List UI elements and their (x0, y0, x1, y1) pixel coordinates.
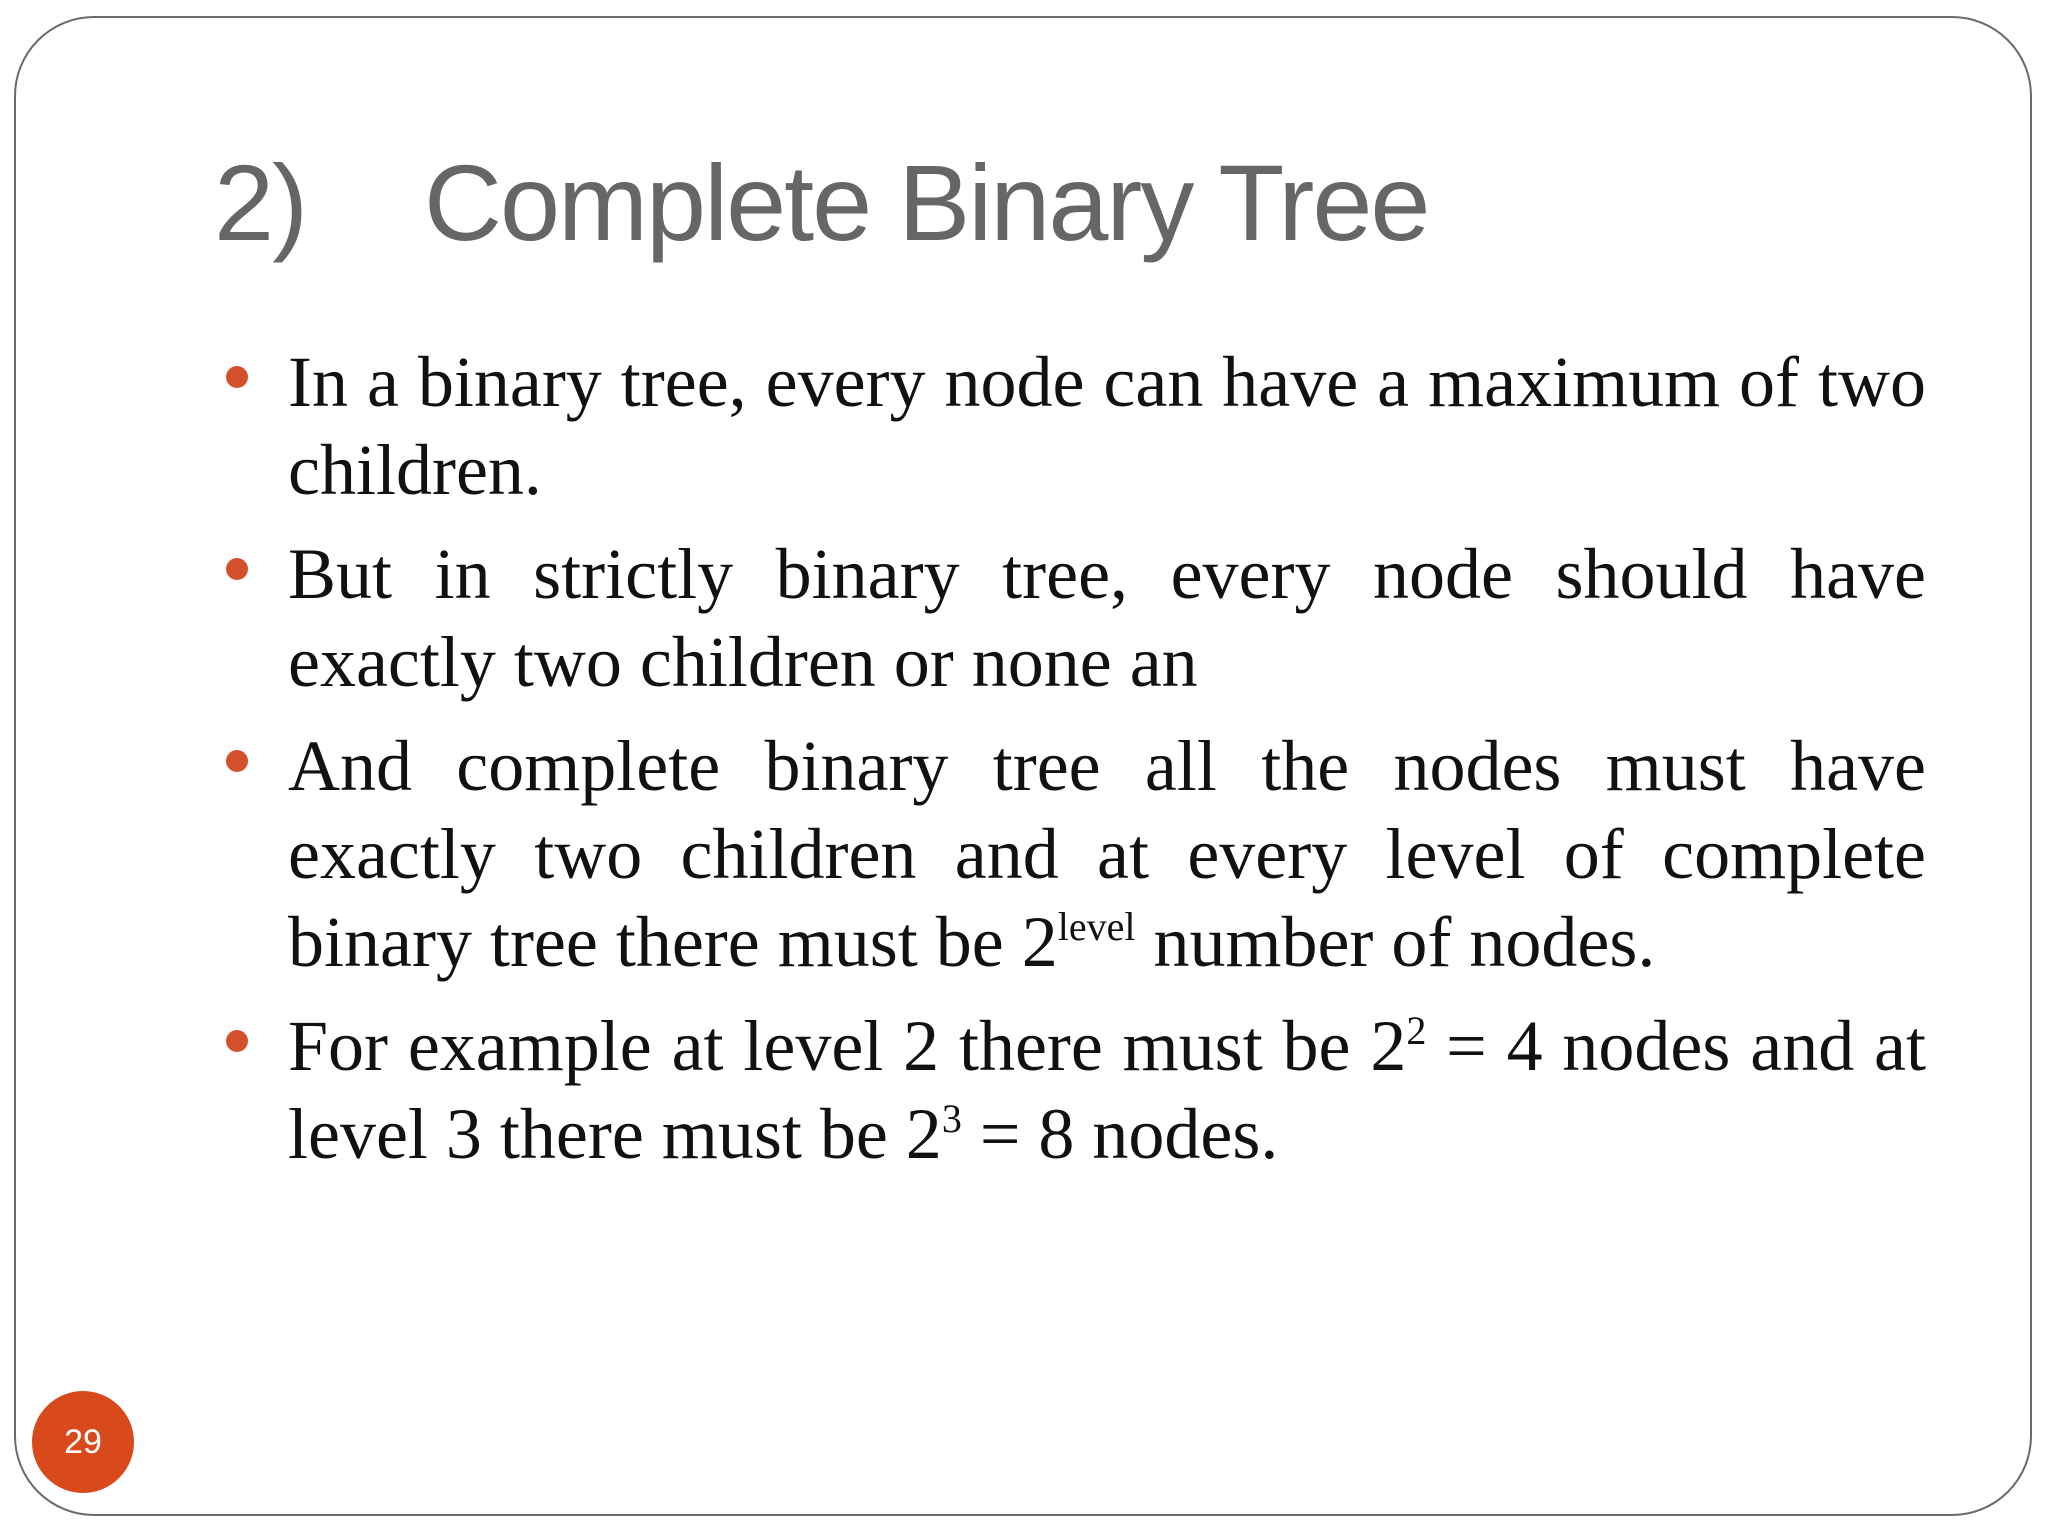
bullet-text: And complete binary tree all the nodes must have exactly two children and at every level of complete binary tree there must be 2 (288, 726, 1926, 982)
superscript: 2 (1406, 1008, 1427, 1053)
bullet-text: For example at level 2 there must be 2 (288, 1006, 1407, 1086)
bullet-item (218, 338, 1926, 514)
bullet-list (218, 338, 1926, 1194)
bullet-item (218, 530, 1926, 706)
slide-title (214, 138, 1428, 268)
page-number-badge (32, 1391, 134, 1493)
bullet-dot-icon (226, 366, 248, 388)
bullet-text: = 4 nodes and at level 3 there must be 2 (288, 1006, 1926, 1174)
bullet-text: In a binary tree, every node can have a maximum of two children. (288, 342, 1926, 510)
bullet-item (218, 1002, 1926, 1178)
page-number: 29 (64, 1422, 102, 1461)
bullet-dot-icon (226, 1030, 248, 1052)
bullet-text: But in strictly binary tree, every node should have exactly two children or none an (288, 534, 1926, 702)
superscript: 3 (941, 1096, 962, 1141)
title-number: 2) (214, 142, 307, 263)
bullet-text: number of nodes. (1135, 902, 1656, 982)
bullet-dot-icon (226, 558, 248, 580)
bullet-item (218, 722, 1926, 986)
bullet-text: = 8 nodes. (961, 1094, 1279, 1174)
title-text: Complete Binary Tree (424, 142, 1429, 263)
superscript: level (1057, 904, 1136, 949)
bullet-dot-icon (226, 750, 248, 772)
